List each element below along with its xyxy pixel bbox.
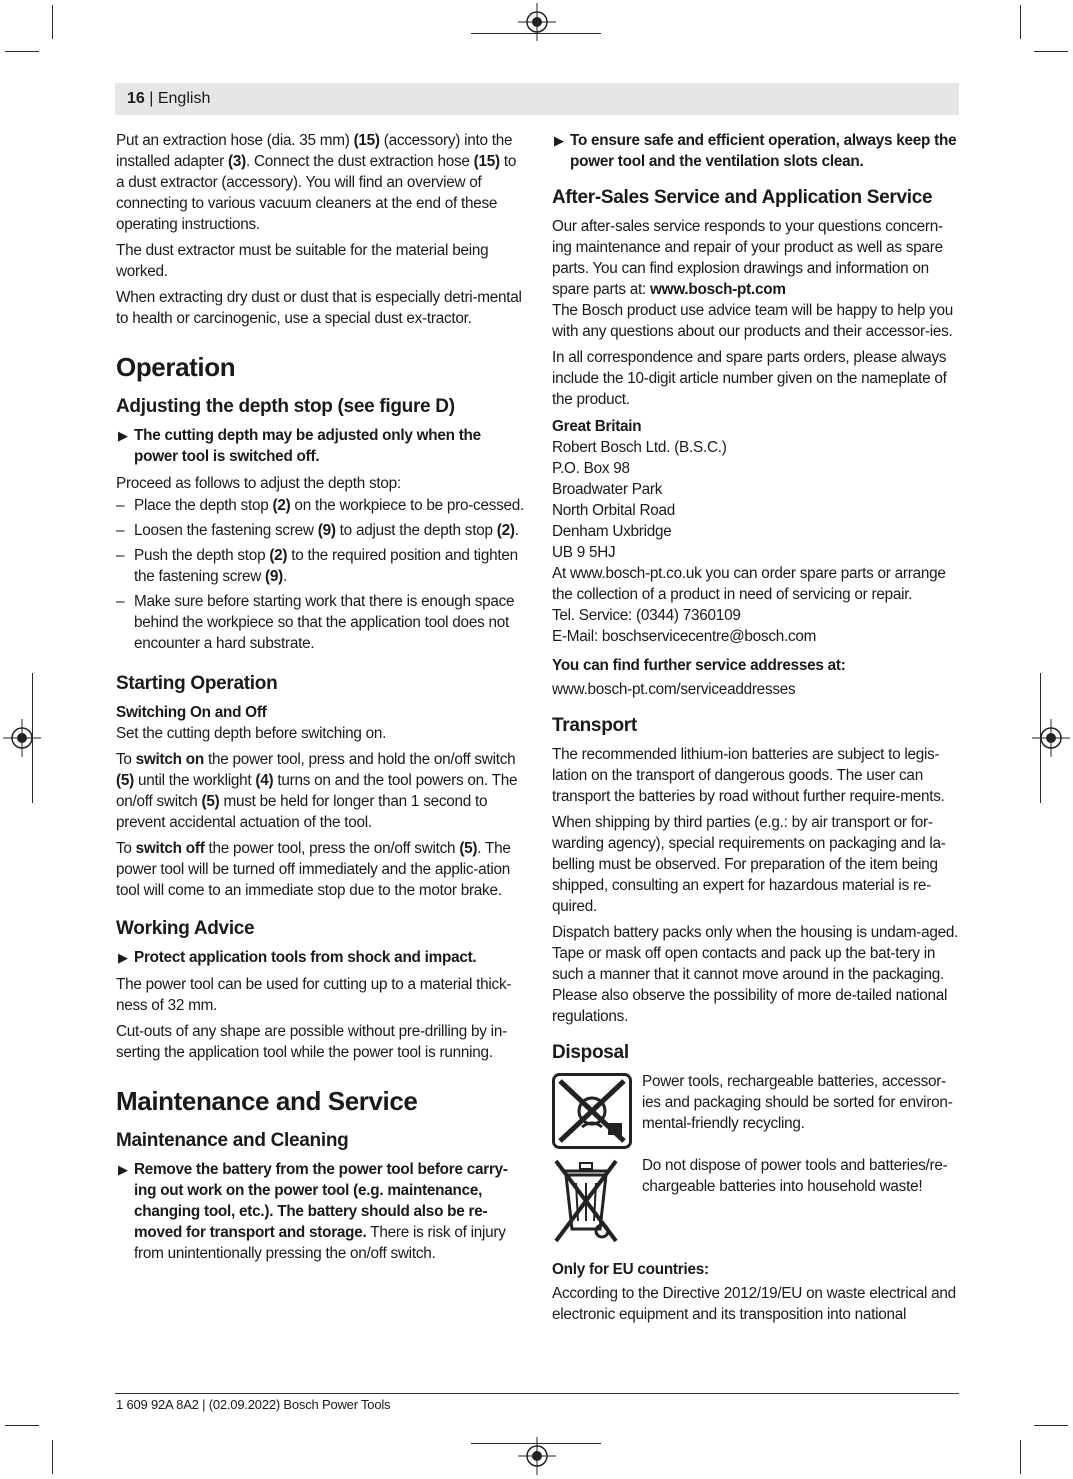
disposal-recycling-row bbox=[552, 1071, 960, 1155]
switch-on-paragraph: To switch on the power tool, press and hold the on/off switch (5) until the worklight (4) turns on and the tool powers on. The on/off switch (5) must be held for longer than 1 second to prevent accidental actuation of the tool. bbox=[116, 751, 518, 831]
advice-paragraph: The power tool can be used for cutting up to a material thick-ness of 32 mm. bbox=[116, 976, 512, 1014]
transport-paragraph: When shipping by third parties (e.g.: by air transport or for-warding agency), special requirements on packaging and la-belling must be observed. For preparation of the item being shipped, consulting an expert for hazardous material is re-quired. bbox=[552, 814, 946, 915]
page-number: 16 bbox=[127, 90, 145, 107]
right-column bbox=[552, 130, 960, 1330]
registration-mark-icon bbox=[518, 1437, 556, 1475]
advice-team-paragraph: The Bosch product use advice team will be happy to help you with any questions about our products and their accessor-ies. bbox=[552, 302, 954, 340]
aftersales-paragraph: Our after-sales service responds to your questions concern-ing maintenance and repair of your product as well as spare parts. You can find explosion drawings and information on spare parts at: www.bosch-pt.com bbox=[552, 218, 943, 298]
aftersales-heading: After-Sales Service and Application Service bbox=[552, 187, 933, 208]
crop-mark bbox=[1034, 51, 1068, 52]
dust-extractor-paragraph: The dust extractor must be suitable for the material being worked. bbox=[116, 242, 489, 280]
no-household-disposal-icon bbox=[552, 1073, 632, 1149]
battery-warning: ▶ Remove the battery from the power tool before carry-ing out work on the power tool (e.g. maintenance, changing tool, etc.). The battery should also be re-moved for transport and storage. There is risk of injury from unintentionally pressing the on/off switch. bbox=[118, 1161, 508, 1262]
transport-paragraph: The recommended lithium-ion batteries are subject to legis-lation on the transport of dangerous goods. The user can transport the batteries by road without further require-ments. bbox=[552, 746, 945, 805]
transport-paragraph: Dispatch battery packs only when the housing is undam-aged. Tape or mask off open contacts and pack up the bat-tery in such a manner that it cannot move around in the packaging. Please also observe the possibility of more de-tailed national regulations. bbox=[552, 924, 959, 1025]
advice-warning: ▶ Protect application tools from shock and impact. bbox=[118, 949, 477, 966]
crop-mark bbox=[52, 1440, 53, 1474]
depth-stop-heading: Adjusting the depth stop (see figure D) bbox=[116, 396, 455, 417]
page-header bbox=[115, 83, 959, 115]
registration-mark-icon bbox=[518, 3, 556, 41]
disposal-heading: Disposal bbox=[552, 1042, 629, 1063]
triangle-bullet-icon: ▶ bbox=[118, 428, 128, 443]
dry-dust-paragraph: When extracting dry dust or dust that is especially detri-mental to health or carcinogenic, use a special dust ex-tractor. bbox=[116, 289, 522, 327]
further-addresses-heading: You can find further service addresses at: bbox=[552, 657, 846, 674]
registration-mark-icon bbox=[3, 719, 41, 757]
triangle-bullet-icon: ▶ bbox=[118, 950, 128, 965]
switching-heading: Switching On and Off bbox=[116, 704, 267, 721]
left-column bbox=[116, 130, 526, 1270]
list-item: – Loosen the fastening screw (9) to adjust the depth stop (2). bbox=[116, 522, 519, 539]
crop-mark bbox=[1034, 1425, 1068, 1426]
address-line: Denham Uxbridge bbox=[552, 523, 672, 540]
further-addresses-link[interactable]: www.bosch-pt.com/serviceaddresses bbox=[552, 681, 796, 698]
page-footer: 1 609 92A 8A2 | (02.09.2022) Bosch Power Tools bbox=[116, 1397, 391, 1412]
transport-heading: Transport bbox=[552, 715, 637, 736]
starting-operation-heading: Starting Operation bbox=[116, 673, 278, 694]
triangle-bullet-icon: ▶ bbox=[554, 133, 564, 148]
depth-warning: ▶ The cutting depth may be adjusted only when the power tool is switched off. bbox=[118, 427, 481, 465]
gb-tel: Tel. Service: (0344) 7360109 bbox=[552, 607, 741, 624]
list-item: – Make sure before starting work that there is enough space behind the workpiece so that the application tool does not encounter a hard substrate. bbox=[116, 593, 515, 652]
crop-mark bbox=[1020, 5, 1021, 39]
footer-rule bbox=[115, 1393, 959, 1394]
header-separator: | bbox=[149, 90, 154, 107]
crossed-bin-icon bbox=[552, 1157, 620, 1245]
disposal-text: Do not dispose of power tools and batteries/re-chargeable batteries into household waste! bbox=[642, 1157, 948, 1195]
switch-off-paragraph: To switch off the power tool, press the on/off switch (5). The power tool will be turned off immediately and the applic-ation tool will come to an immediate stop due to the motor brake. bbox=[116, 840, 511, 899]
address-line: UB 9 5HJ bbox=[552, 544, 616, 561]
clean-warning: ▶ To ensure safe and efficient operation, always keep the power tool and the ventilation slots clean. bbox=[554, 132, 957, 170]
maintenance-heading: Maintenance and Service bbox=[116, 1086, 418, 1116]
eu-paragraph: According to the Directive 2012/19/EU on waste electrical and electronic equipment and its transposition into national bbox=[552, 1285, 956, 1323]
article-number-paragraph: In all correspondence and spare parts orders, please always include the 10-digit article number given on the nameplate of the product. bbox=[552, 349, 947, 408]
list-item: – Place the depth stop (2) on the workpiece to be pro-cessed. bbox=[116, 497, 525, 514]
disposal-bin-row bbox=[552, 1155, 960, 1255]
triangle-bullet-icon: ▶ bbox=[118, 1162, 128, 1177]
crop-mark bbox=[52, 5, 53, 39]
address-line: Robert Bosch Ltd. (B.S.C.) bbox=[552, 439, 727, 456]
address-line: North Orbital Road bbox=[552, 502, 676, 519]
working-advice-heading: Working Advice bbox=[116, 918, 255, 939]
crop-mark bbox=[5, 1425, 39, 1426]
disposal-text: Power tools, rechargeable batteries, accessor-ies and packaging should be sorted for environ-mental-friendly recycling. bbox=[642, 1073, 953, 1132]
list-item: – Push the depth stop (2) to the required position and tighten the fastening screw (9). bbox=[116, 547, 518, 585]
cleaning-heading: Maintenance and Cleaning bbox=[116, 1130, 349, 1151]
address-line: Broadwater Park bbox=[552, 481, 663, 498]
advice-paragraph: Cut-outs of any shape are possible without pre-drilling by in-serting the application tool while the power tool is running. bbox=[116, 1023, 507, 1061]
operation-heading: Operation bbox=[116, 352, 236, 382]
gb-order-paragraph: At www.bosch-pt.co.uk you can order spare parts or arrange the collection of a product in need of servicing or repair. bbox=[552, 565, 946, 603]
gb-address bbox=[552, 437, 960, 563]
address-line: P.O. Box 98 bbox=[552, 460, 630, 477]
header-language: English bbox=[157, 90, 211, 107]
crop-mark bbox=[5, 51, 39, 52]
depth-intro: Proceed as follows to adjust the depth stop: bbox=[116, 475, 401, 492]
eu-heading: Only for EU countries: bbox=[552, 1261, 709, 1278]
registration-mark-icon bbox=[1032, 719, 1070, 757]
crop-mark bbox=[1020, 1440, 1021, 1474]
switching-paragraph: Set the cutting depth before switching on. bbox=[116, 725, 387, 742]
intro-paragraph: Put an extraction hose (dia. 35 mm) (15) (accessory) into the installed adapter (3). Connect the dust extraction hose (15) to a dust extractor (accessory). You will find an overview of connecting to various vacuum cleaners at the end of these operating instructions. bbox=[116, 132, 517, 233]
great-britain-heading: Great Britain bbox=[552, 418, 642, 435]
gb-email: E-Mail: boschservicecentre@bosch.com bbox=[552, 628, 817, 645]
